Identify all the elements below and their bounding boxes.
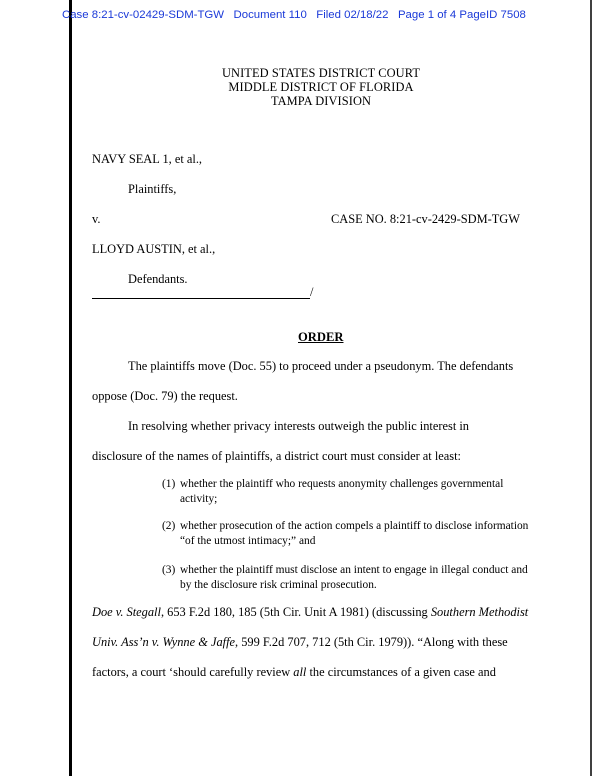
citation-line [92,665,496,680]
caption-versus: v. [92,212,101,226]
court-division: TAMPA DIVISION [270,94,372,108]
caption-slash: / [310,285,314,299]
court-district: MIDDLE DISTRICT OF FLORIDA [228,80,414,94]
order-title: ORDER [298,330,344,344]
citation-text: , 599 F.2d 707, 712 (5th Cir. 1979)). “Along with these [235,635,508,649]
case-name: Southern Methodist [430,605,529,619]
paragraph-line: The plaintiffs move (Doc. 55) to proceed under a pseudonym. The defendants [128,359,514,373]
caption-defendant-role: Defendants. [128,272,188,286]
emphasis-word: all [293,665,307,679]
caption-plaintiff: NAVY SEAL 1, et al., [92,152,203,166]
caption-defendant: LLOYD AUSTIN, et al., [92,242,216,256]
citation-line [92,605,528,620]
paragraph-line: oppose (Doc. 79) the request. [92,389,238,403]
filing-stamp: Case 8:21-cv-02429-SDM-TGW Document 110 Filed 02/18/22 Page 1 of 4 PageID 7508 [62,9,526,21]
court-name: UNITED STATES DISTRICT COURT [221,66,421,80]
factor-text: whether the plaintiff who requests anonymity challenges governmental activity; [180,478,504,506]
citation-text: factors, a court ‘should carefully review [92,665,294,679]
citation-text: the circumstances of a given case and [306,665,496,679]
citation-line [92,635,508,650]
factor-number: (1) [162,478,176,490]
factor-number: (3) [162,564,176,576]
case-number: CASE NO. 8:21-cv-2429-SDM-TGW [331,212,520,226]
case-name: Univ. Ass’n v. Wynne & Jaffe [92,635,236,649]
caption-plaintiff-role: Plaintiffs, [128,182,177,196]
factor-number: (2) [162,520,176,532]
factor-text: whether the plaintiff must disclose an intent to engage in illegal conduct and by the disclosure risk criminal prosecution. [180,564,528,592]
citation-text: , 653 F.2d 180, 185 (5th Cir. Unit A 1981) (discussing [160,605,431,619]
factor-text: whether prosecution of the action compels a plaintiff to disclose information “of the utmost intimacy;” and [180,520,529,548]
case-name: Doe v. Stegall [92,605,161,619]
paragraph-line: In resolving whether privacy interests outweigh the public interest in [128,419,469,433]
paragraph-line: disclosure of the names of plaintiffs, a district court must consider at least: [92,449,461,463]
caption-rule [92,298,310,299]
